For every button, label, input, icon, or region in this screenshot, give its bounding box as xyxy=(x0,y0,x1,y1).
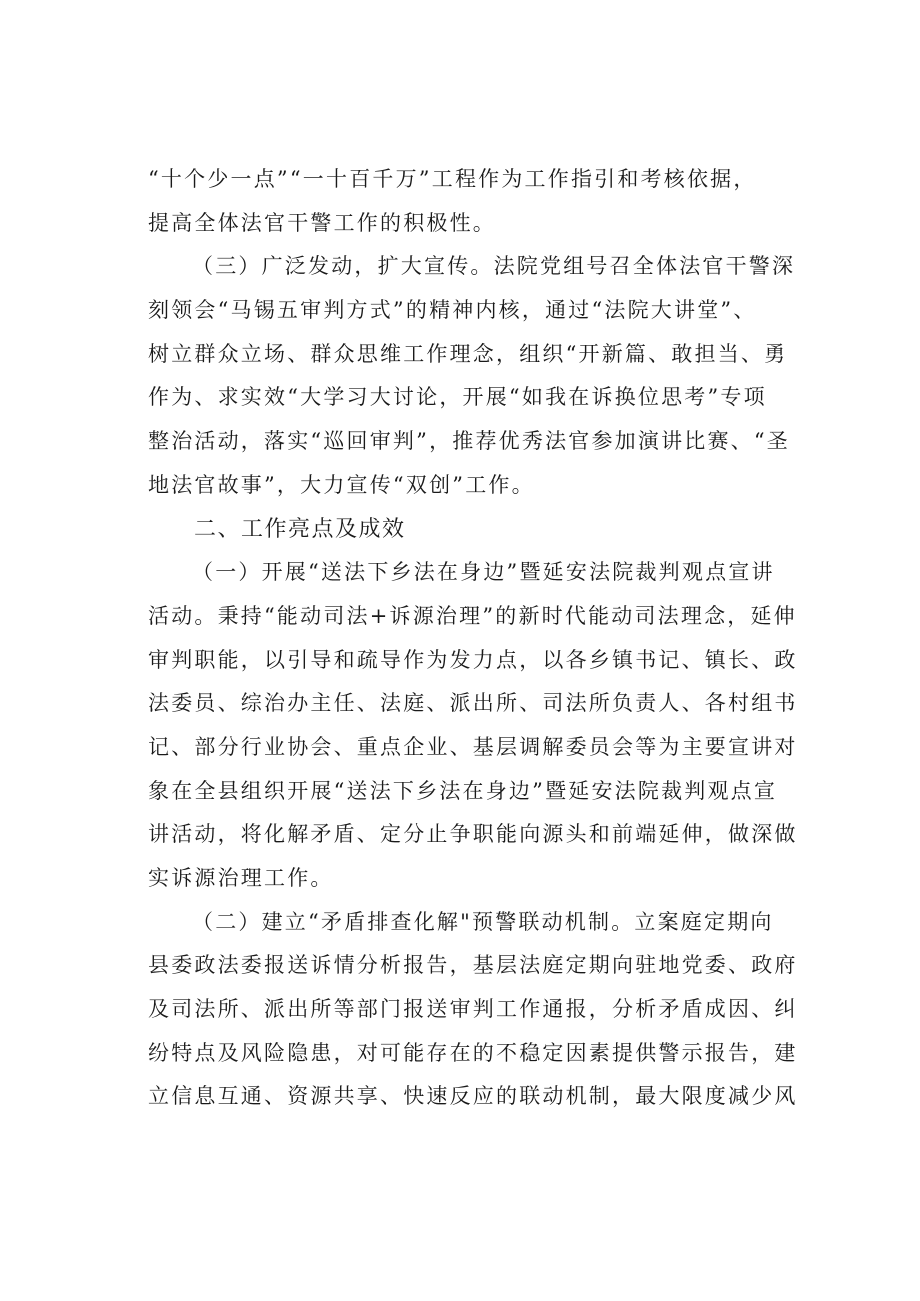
text-line: 讲活动，将化解矛盾、定分止争职能向源头和前端延伸，做深做 xyxy=(148,822,798,847)
text-line: 提高全体法官干警工作的积极性。 xyxy=(148,210,496,235)
text-line: 县委政法委报送诉情分析报告，基层法庭定期向驻地党委、政府 xyxy=(148,953,798,978)
text-line: 实诉源治理工作。 xyxy=(148,866,334,890)
text-line: 纷特点及风险隐患，对可能存在的不稳定因素提供警示报告，建 xyxy=(148,1040,798,1065)
text-line: 记、部分行业协会、重点企业、基层调解委员会等为主要宣讲对 xyxy=(148,734,798,759)
paragraph-start-line: （二）建立“矛盾排查化解"预警联动机制。立案庭定期向 xyxy=(192,909,774,934)
document-body xyxy=(148,158,808,1119)
text-line: 刻领会“马锡五审判方式”的精神内核，通过“法院大讲堂”、 xyxy=(148,298,757,323)
text-line: 及司法所、派出所等部门报送审判工作通报，分析矛盾成因、纠 xyxy=(148,997,798,1022)
text-line: 活动。秉持“能动司法+诉源治理”的新时代能动司法理念，延伸 xyxy=(148,603,797,628)
text-line: 立信息互通、资源共享、快速反应的联动机制，最大限度减少风 xyxy=(148,1084,798,1109)
text-line: “十个少一点”“一十百千万”工程作为工作指引和考核依据， xyxy=(148,167,757,191)
text-line: 整治活动，落实“巡回审判”，推荐优秀法官参加演讲比赛、“圣 xyxy=(148,429,791,454)
text-line: 审判职能，以引导和疏导作为发力点，以各乡镇书记、镇长、政 xyxy=(148,647,798,672)
text-line: 法委员、综治办主任、法庭、派出所、司法所负责人、各村组书 xyxy=(148,691,798,716)
text-line: 地法官故事”，大力宣传“双创”工作。 xyxy=(148,472,535,497)
section-heading: 二、工作亮点及成效 xyxy=(194,516,406,542)
text-line: 象在全县组织开展“送法下乡法在身边”暨延安法院裁判观点宣 xyxy=(148,778,778,803)
text-line: 作为、求实效“大学习大讨论，开展“如我在诉换位思考”专项 xyxy=(148,385,767,410)
text-line: 树立群众立场、群众思维工作理念，组织“开新篇、敢担当、勇 xyxy=(148,341,788,366)
paragraph-start-line: （三）广泛发动，扩大宣传。法院党组号召全体法官干警深 xyxy=(192,254,796,279)
paragraph-start-line: （一）开展“送法下乡法在身边”暨延安法院裁判观点宣讲 xyxy=(192,560,775,585)
